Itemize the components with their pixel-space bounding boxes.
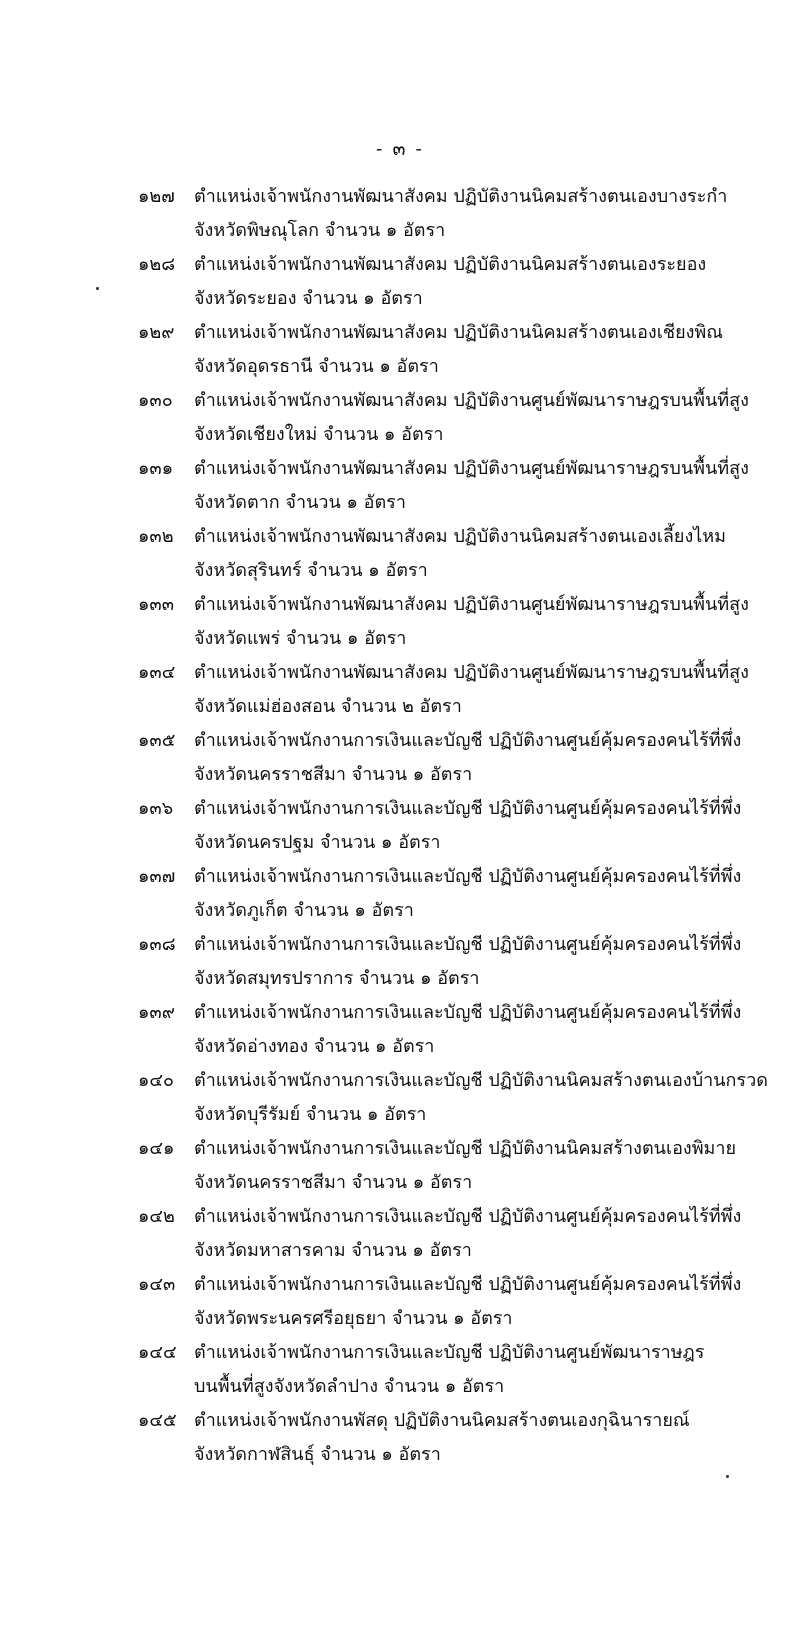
entry-location-text: จังหวัดอ่างทอง จำนวน ๑ อัตรา <box>194 1036 435 1057</box>
entry-location-text: จังหวัดนครราชสีมา จำนวน ๑ อัตรา <box>194 764 473 785</box>
entry-location-text: จังหวัดมหาสารคาม จำนวน ๑ อัตรา <box>194 1240 472 1261</box>
entry-number: ๑๔๕ <box>138 1410 177 1431</box>
entry-position-text: ตำแหน่งเจ้าพนักงานการเงินและบัญชี ปฏิบัติงานศูนย์พัฒนาราษฎร <box>194 1342 705 1363</box>
entry-number: ๑๔๔ <box>138 1342 177 1363</box>
entry-position-text: ตำแหน่งเจ้าพนักงานพัฒนาสังคม ปฏิบัติงานศูนย์พัฒนาราษฎรบนพื้นที่สูง <box>194 390 749 411</box>
list-item <box>0 591 800 659</box>
list-item <box>0 659 800 727</box>
entry-location-text: จังหวัดตาก จำนวน ๑ อัตรา <box>194 492 406 513</box>
entry-number: ๑๓๗ <box>138 866 176 887</box>
entry-list <box>0 183 800 1475</box>
entry-number: ๑๓๒ <box>138 526 174 547</box>
entry-number: ๑๓๖ <box>138 798 174 819</box>
entry-number: ๑๒๘ <box>138 254 176 275</box>
entry-position-text: ตำแหน่งเจ้าพนักงานการเงินและบัญชี ปฏิบัติงานนิคมสร้างตนเองพิมาย <box>194 1138 737 1159</box>
entry-number: ๑๓๘ <box>138 934 176 955</box>
entry-location-text: จังหวัดนครราชสีมา จำนวน ๑ อัตรา <box>194 1172 473 1193</box>
entry-location-text: จังหวัดสุรินทร์ จำนวน ๑ อัตรา <box>194 560 428 581</box>
entry-number: ๑๔๐ <box>138 1070 175 1091</box>
entry-position-text: ตำแหน่งเจ้าพนักงานพัฒนาสังคม ปฏิบัติงานนิคมสร้างตนเองเชียงพิณ <box>194 322 723 343</box>
entry-position-text: ตำแหน่งเจ้าพนักงานการเงินและบัญชี ปฏิบัติงานนิคมสร้างตนเองบ้านกรวด <box>194 1070 768 1091</box>
scan-speck <box>96 287 99 290</box>
entry-number: ๑๔๓ <box>138 1274 176 1295</box>
entry-position-text: ตำแหน่งเจ้าพนักงานพัสดุ ปฏิบัติงานนิคมสร้างตนเองกุฉินารายณ์ <box>194 1410 690 1431</box>
list-item <box>0 863 800 931</box>
entry-location-text: จังหวัดระยอง จำนวน ๑ อัตรา <box>194 288 423 309</box>
entry-location-text: จังหวัดภูเก็ต จำนวน ๑ อัตรา <box>194 900 414 921</box>
list-item <box>0 1067 800 1135</box>
entry-position-text: ตำแหน่งเจ้าพนักงานพัฒนาสังคม ปฏิบัติงานนิคมสร้างตนเองบางระกำ <box>194 186 728 207</box>
list-item <box>0 251 800 319</box>
entry-position-text: ตำแหน่งเจ้าพนักงานพัฒนาสังคม ปฏิบัติงานศูนย์พัฒนาราษฎรบนพื้นที่สูง <box>194 458 749 479</box>
list-item <box>0 183 800 251</box>
list-item <box>0 727 800 795</box>
page-number: - ๓ - <box>376 138 424 160</box>
list-item <box>0 1339 800 1407</box>
entry-location-text: จังหวัดแม่ฮ่องสอน จำนวน ๒ อัตรา <box>194 696 462 717</box>
entry-position-text: ตำแหน่งเจ้าพนักงานการเงินและบัญชี ปฏิบัติงานศูนย์คุ้มครองคนไร้ที่พึ่ง <box>194 730 742 751</box>
list-item <box>0 319 800 387</box>
entry-location-text: จังหวัดอุดรธานี จำนวน ๑ อัตรา <box>194 356 439 377</box>
list-item <box>0 523 800 591</box>
list-item <box>0 387 800 455</box>
list-item <box>0 795 800 863</box>
entry-number: ๑๒๙ <box>138 322 175 343</box>
entry-number: ๑๓๐ <box>138 390 173 411</box>
entry-position-text: ตำแหน่งเจ้าพนักงานพัฒนาสังคม ปฏิบัติงานนิคมสร้างตนเองเลี้ยงไหม <box>194 526 727 547</box>
entry-position-text: ตำแหน่งเจ้าพนักงานการเงินและบัญชี ปฏิบัติงานศูนย์คุ้มครองคนไร้ที่พึ่ง <box>194 1206 742 1227</box>
entry-location-text: จังหวัดบุรีรัมย์ จำนวน ๑ อัตรา <box>194 1104 427 1125</box>
entry-position-text: ตำแหน่งเจ้าพนักงานการเงินและบัญชี ปฏิบัติงานศูนย์คุ้มครองคนไร้ที่พึ่ง <box>194 934 742 955</box>
entry-location-text: บนพื้นที่สูงจังหวัดลำปาง จำนวน ๑ อัตรา <box>194 1376 505 1397</box>
entry-position-text: ตำแหน่งเจ้าพนักงานพัฒนาสังคม ปฏิบัติงานศูนย์พัฒนาราษฎรบนพื้นที่สูง <box>194 662 749 683</box>
list-item <box>0 1407 800 1475</box>
entry-number: ๑๔๒ <box>138 1206 175 1227</box>
entry-position-text: ตำแหน่งเจ้าพนักงานการเงินและบัญชี ปฏิบัติงานศูนย์คุ้มครองคนไร้ที่พึ่ง <box>194 798 742 819</box>
entry-position-text: ตำแหน่งเจ้าพนักงานการเงินและบัญชี ปฏิบัติงานศูนย์คุ้มครองคนไร้ที่พึ่ง <box>194 1274 742 1295</box>
list-item <box>0 1271 800 1339</box>
list-item <box>0 1135 800 1203</box>
entry-location-text: จังหวัดแพร่ จำนวน ๑ อัตรา <box>194 628 407 649</box>
entry-location-text: จังหวัดพิษณุโลก จำนวน ๑ อัตรา <box>194 220 446 241</box>
entry-number: ๑๓๑ <box>138 458 174 479</box>
entry-number: ๑๓๙ <box>138 1002 175 1023</box>
entry-location-text: จังหวัดนครปฐม จำนวน ๑ อัตรา <box>194 832 441 853</box>
entry-number: ๑๒๗ <box>138 186 175 207</box>
entry-location-text: จังหวัดเชียงใหม่ จำนวน ๑ อัตรา <box>194 424 444 445</box>
entry-location-text: จังหวัดพระนครศรีอยุธยา จำนวน ๑ อัตรา <box>194 1308 513 1329</box>
entry-location-text: จังหวัดสมุทรปราการ จำนวน ๑ อัตรา <box>194 968 480 989</box>
entry-number: ๑๓๓ <box>138 594 175 615</box>
entry-number: ๑๔๑ <box>138 1138 175 1159</box>
entry-number: ๑๓๔ <box>138 662 176 683</box>
list-item <box>0 931 800 999</box>
entry-position-text: ตำแหน่งเจ้าพนักงานการเงินและบัญชี ปฏิบัติงานศูนย์คุ้มครองคนไร้ที่พึ่ง <box>194 866 742 887</box>
list-item <box>0 999 800 1067</box>
entry-position-text: ตำแหน่งเจ้าพนักงานพัฒนาสังคม ปฏิบัติงานศูนย์พัฒนาราษฎรบนพื้นที่สูง <box>194 594 749 615</box>
entry-position-text: ตำแหน่งเจ้าพนักงานพัฒนาสังคม ปฏิบัติงานนิคมสร้างตนเองระยอง <box>194 254 707 275</box>
list-item <box>0 1203 800 1271</box>
entry-location-text: จังหวัดกาฬสินธุ์ จำนวน ๑ อัตรา <box>194 1444 441 1465</box>
list-item <box>0 455 800 523</box>
entry-position-text: ตำแหน่งเจ้าพนักงานการเงินและบัญชี ปฏิบัติงานศูนย์คุ้มครองคนไร้ที่พึ่ง <box>194 1002 742 1023</box>
entry-number: ๑๓๕ <box>138 730 176 751</box>
scan-speck <box>726 1475 729 1478</box>
